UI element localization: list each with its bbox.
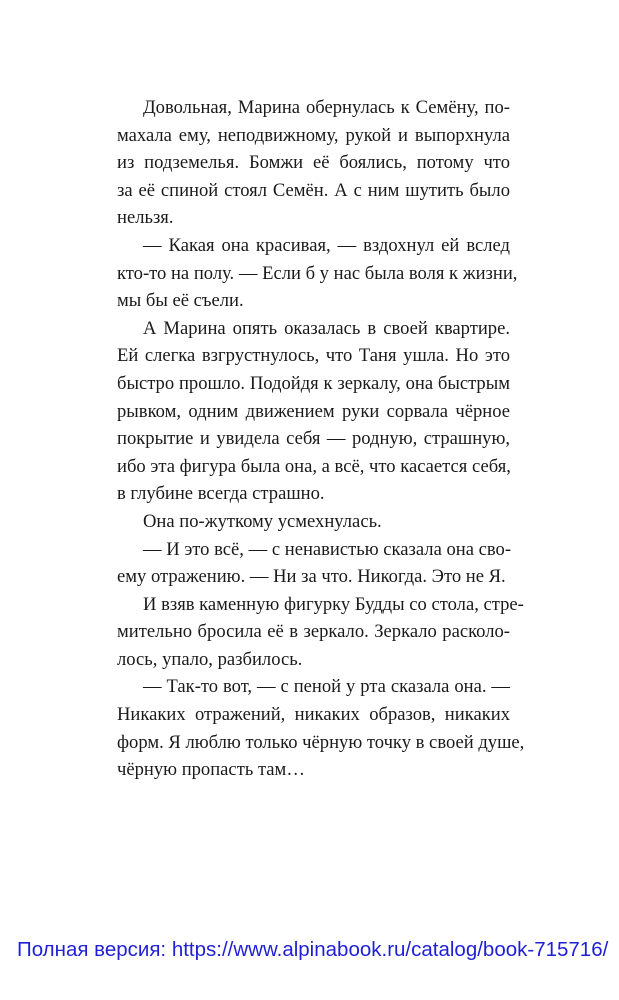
text-line: Она по-жуткому усмехнулась. (143, 510, 382, 532)
text-line: форм. Я люблю только чёрную точку в своей душе, (117, 731, 525, 753)
text-line: Довольная, Марина обернулась к Семёну, по- (143, 97, 510, 118)
text-line: И взяв каменную фигурку Будды со стола, стре- (143, 593, 524, 615)
text-line: Ей слегка взгрустнулось, что Таня ушла. Но это (117, 345, 510, 367)
text-line: ибо эта фигура была она, а всё, что касается себя, (117, 455, 511, 477)
text-line: лось, упало, разбилось. (117, 648, 303, 670)
text-line: мы бы её съели. (117, 290, 244, 312)
text-line: из подземелья. Бомжи её боялись, потому что (117, 152, 510, 174)
text-line: быстро прошло. Подойдя к зеркалу, она быстрым (117, 372, 510, 394)
text-line: махала ему, неподвижному, рукой и выпорхнула (117, 124, 510, 146)
paragraph-5 (117, 536, 510, 591)
paragraph-2 (117, 232, 518, 315)
text-line: нельзя. (117, 207, 174, 229)
paragraph-1 (117, 94, 510, 232)
text-line: мительно бросила её в зеркало. Зеркало расколо- (117, 621, 510, 643)
paragraph-4 (117, 508, 510, 536)
full-version-link[interactable]: Полная версия: https://www.alpinabook.ru/catalog/book-715716/ (17, 938, 609, 961)
page-body (117, 94, 525, 784)
paragraph-7 (117, 673, 525, 783)
text-line: в глубине всегда страшно. (117, 483, 325, 505)
text-line: — И это всё, — с ненавистью сказала она сво- (143, 538, 512, 560)
text-line: — Так-то вот, — с пеной у рта сказала она. — (143, 676, 510, 698)
text-line: Никаких отражений, никаких образов, никаких (117, 704, 510, 726)
paragraph-6 (117, 591, 524, 674)
text-line: кто-то на полу. — Если б у нас была воля к жизни, (117, 262, 518, 284)
text-line: ему отражению. — Ни за что. Никогда. Это не Я. (117, 566, 506, 588)
text-line: — Какая она красивая, — вздохнул ей вслед (143, 234, 510, 256)
text-line: чёрную пропасть там… (117, 759, 305, 781)
paragraph-3 (117, 315, 510, 508)
text-line: за её спиной стоял Семён. А с ним шутить было (117, 179, 510, 201)
text-line: А Марина опять оказалась в своей квартире. (143, 317, 510, 339)
text-line: рывком, одним движением руки сорвала чёрное (117, 400, 510, 422)
text-line: покрытие и увидела себя — родную, страшную, (117, 428, 510, 450)
